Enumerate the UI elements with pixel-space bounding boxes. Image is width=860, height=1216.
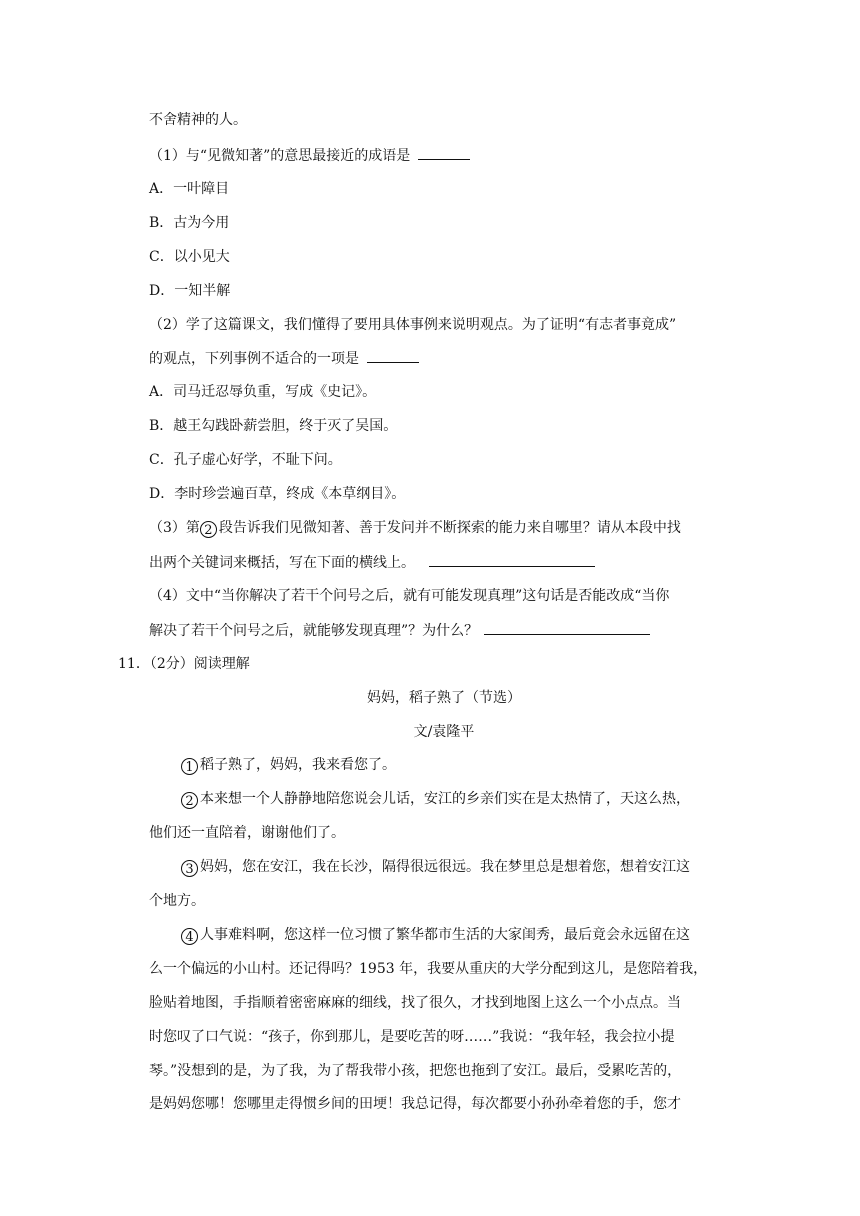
question-3-prefix: （3）第	[149, 520, 200, 536]
paragraph-4-line-1	[181, 925, 690, 945]
paragraph-text: 人事难料啊，您这样一位习惯了繁华都市生活的大家闺秀，最后竟会永远留在这	[200, 927, 690, 943]
option-1c: C．以小见大	[149, 249, 230, 265]
option-2b: B．越王勾践卧薪尝胆，终于灭了吴国。	[149, 418, 398, 434]
question-1	[149, 145, 470, 165]
paragraph-number-marker: 1	[181, 758, 198, 775]
question-3-line-2	[149, 552, 595, 572]
question-2-line-1: （2）学了这篇课文，我们懂得了要用具体事例来说明观点。为了证明“有志者事竟成”	[149, 317, 677, 333]
paragraph-4-line-6: 是妈妈您哪！您哪里走得惯乡间的田埂！我总记得，每次都要小孙孙牵着您的手，您才	[149, 1096, 681, 1112]
text-line: 不舍精神的人。	[149, 112, 247, 128]
question-11-heading: 11．（2分）阅读理解	[118, 656, 250, 672]
paragraph-number-marker: 4	[181, 928, 198, 945]
paragraph-number-marker: 2	[200, 521, 217, 538]
question-4-line-2	[149, 620, 650, 640]
passage-title: 妈妈，稻子熟了（节选）	[367, 690, 521, 706]
passage-author: 文/袁隆平	[413, 724, 475, 740]
paragraph-2-line-2: 他们还一直陪着，谢谢他们了。	[149, 825, 345, 841]
option-2a: A．司马迁忍辱负重，写成《史记》。	[149, 384, 377, 400]
answer-blank-1[interactable]	[418, 145, 470, 160]
paragraph-text: 本来想一个人静静地陪您说会儿话，安江的乡亲们实在是太热情了，天这么热，	[200, 791, 690, 807]
answer-blank-3[interactable]	[429, 552, 595, 567]
paragraph-number-marker: 2	[181, 792, 198, 809]
answer-blank-2[interactable]	[367, 348, 419, 363]
paragraph-1	[181, 755, 396, 775]
question-1-text: （1）与“见微知著”的意思最接近的成语是	[149, 148, 411, 164]
paragraph-2-line-1	[181, 789, 690, 809]
question-3-text-2: 出两个关键词来概括，写在下面的横线上。	[149, 555, 415, 571]
answer-blank-4[interactable]	[484, 620, 650, 635]
paragraph-number-marker: 3	[181, 860, 198, 877]
paragraph-text: 稻子熟了，妈妈，我来看您了。	[200, 757, 396, 773]
question-3-line-1	[149, 518, 681, 538]
option-1d: D．一知半解	[149, 283, 231, 299]
paragraph-4-line-4: 时您叹了口气说：“孩子，你到那儿，是要吃苦的呀……”我说：“我年轻，我会拉小提	[149, 1029, 675, 1045]
option-1b: B．古为今用	[149, 215, 230, 231]
paragraph-4-line-5: 琴。”没想到的是，为了我，为了帮我带小孩，把您也拖到了安江。最后，受累吃苦的，	[149, 1063, 682, 1079]
question-3-text: 段告诉我们见微知著、善于发问并不断探索的能力来自哪里？请从本段中找	[218, 520, 681, 536]
paragraph-4-line-2: 么一个偏远的小山村。还记得吗？1953 年，我要从重庆的大学分配到这儿，是您陪着我，	[149, 961, 708, 977]
question-2-text: 的观点，下列事例不适合的一项是	[149, 351, 359, 367]
paragraph-3-line-1	[181, 857, 690, 877]
paragraph-4-line-3: 脸贴着地图，手指顺着密密麻麻的细线，找了很久，才找到地图上这么一个小点点。当	[149, 995, 681, 1011]
question-4-line-1: （4）文中“当你解决了若干个问号之后，就有可能发现真理”这句话是否能改成“当你	[149, 588, 670, 604]
option-2d: D．李时珍尝遍百草，终成《本草纲目》。	[149, 486, 406, 502]
question-2-line-2	[149, 348, 419, 368]
option-2c: C．孔子虚心好学，不耻下问。	[149, 452, 342, 468]
question-4-text: 解决了若干个问号之后，就能够发现真理”？为什么？	[149, 623, 479, 639]
paragraph-text: 妈妈，您在安江，我在长沙，隔得很远很远。我在梦里总是想着您，想着安江这	[200, 859, 690, 875]
option-1a: A．一叶障目	[149, 181, 230, 197]
paragraph-3-line-2: 个地方。	[149, 893, 205, 909]
